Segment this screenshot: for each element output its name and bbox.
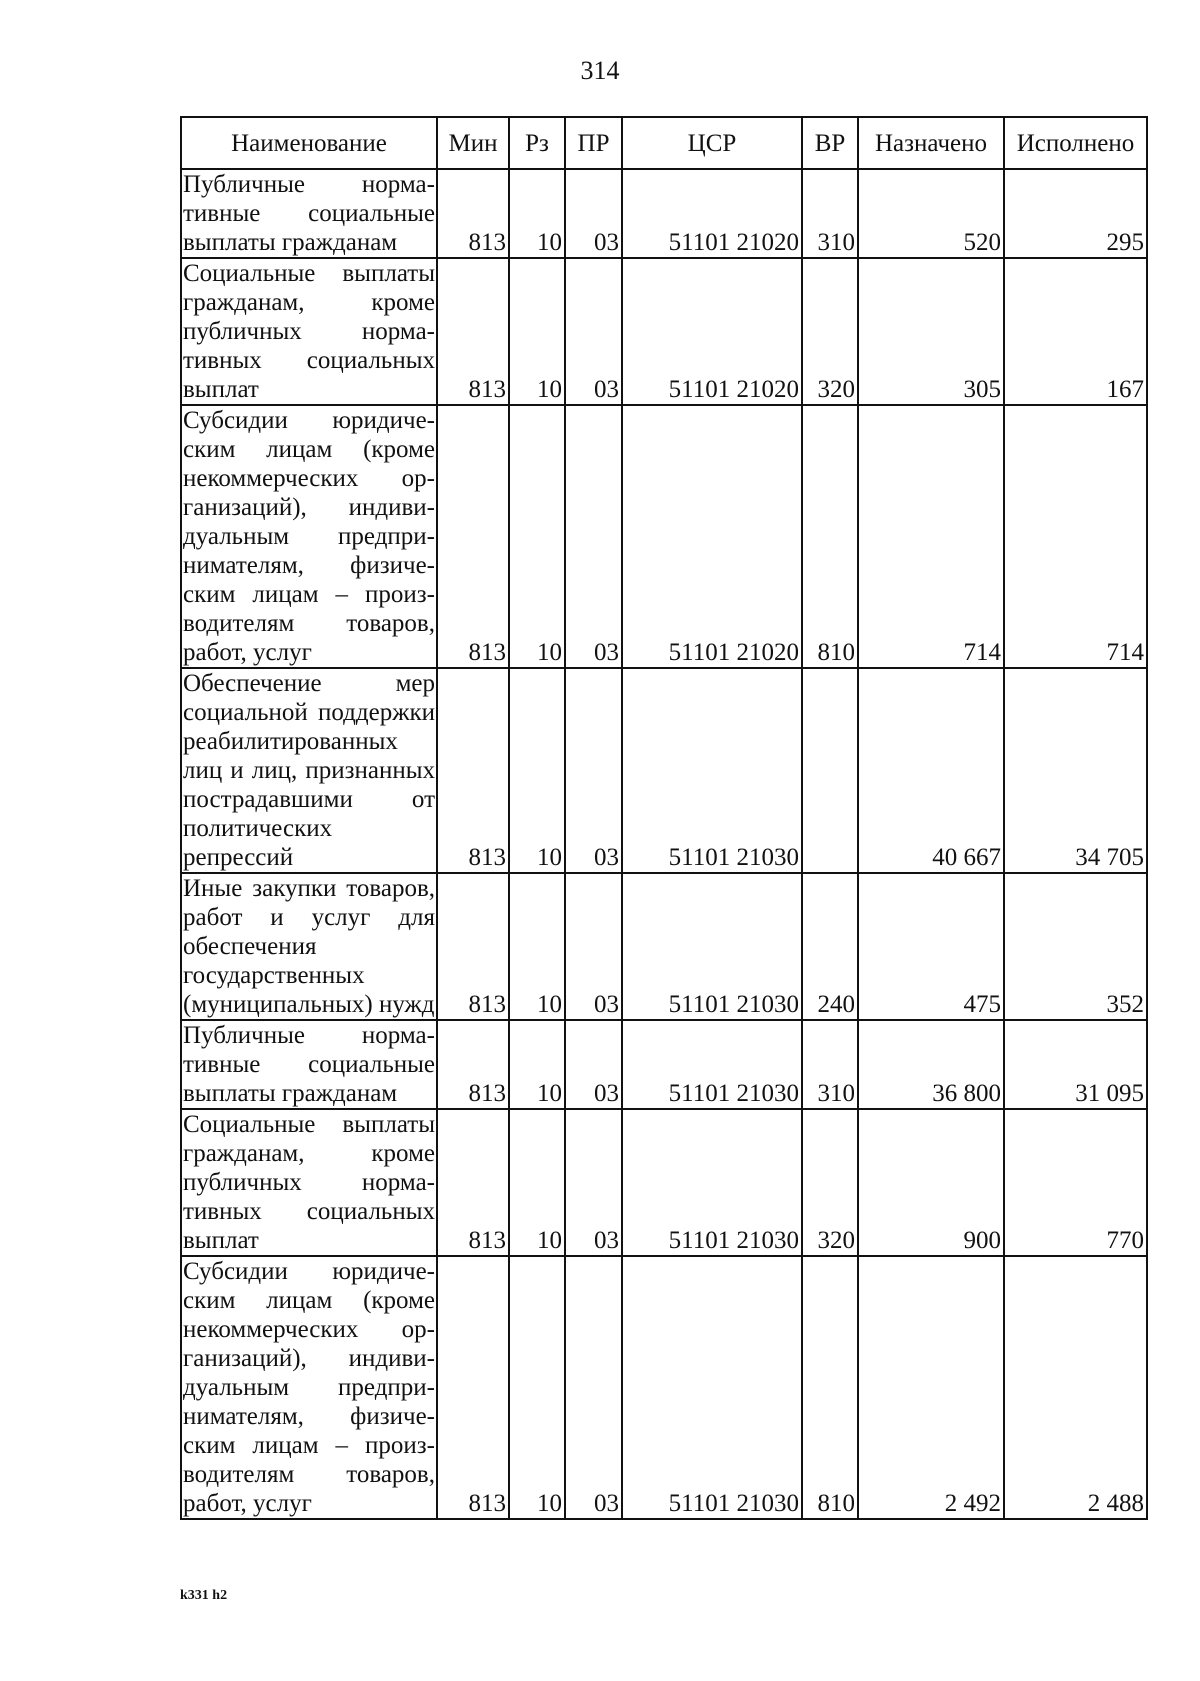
page-number: 314 (580, 56, 620, 85)
cell-executed: 770 (1004, 1109, 1147, 1256)
cell-vr: 810 (802, 405, 858, 668)
cell-csr: 51101 21020 (622, 405, 802, 668)
cell-assigned: 36 800 (858, 1020, 1004, 1109)
table-row (181, 405, 1147, 668)
cell-name: Субсидии юридическим лицам (кроме некоммерческих организаций), индивидуальным предпринимателям, физическим лицам – производителям товаров, работ, услуг (183, 1258, 435, 1517)
cell-name: Иные закупки товаров, работ и услуг для обеспечения государственных (муниципальных) нужд (183, 875, 435, 1018)
cell-executed: 2 488 (1004, 1256, 1147, 1519)
cell-executed: 352 (1004, 873, 1147, 1020)
cell-name: Публичные нормативные социальные выплаты гражданам (183, 171, 435, 256)
table-row (181, 668, 1147, 873)
cell-pr: 03 (565, 668, 622, 873)
cell-min: 813 (437, 405, 509, 668)
cell-pr: 03 (565, 1256, 622, 1519)
cell-csr: 51101 21030 (622, 668, 802, 873)
cell-vr: 310 (802, 169, 858, 258)
cell-rz: 10 (509, 1020, 565, 1109)
table-row (181, 169, 1147, 258)
header-assigned: Назначено (858, 117, 1004, 169)
budget-execution-table (180, 116, 1148, 1520)
cell-vr: 320 (802, 258, 858, 405)
cell-min: 813 (437, 668, 509, 873)
cell-assigned: 40 667 (858, 668, 1004, 873)
cell-csr: 51101 21030 (622, 1020, 802, 1109)
cell-rz: 10 (509, 668, 565, 873)
cell-min: 813 (437, 258, 509, 405)
cell-csr: 51101 21030 (622, 1109, 802, 1256)
document-code: k331 h2 (180, 1588, 228, 1603)
cell-assigned: 475 (858, 873, 1004, 1020)
cell-pr: 03 (565, 873, 622, 1020)
cell-pr: 03 (565, 1020, 622, 1109)
cell-pr: 03 (565, 1109, 622, 1256)
cell-executed: 31 095 (1004, 1020, 1147, 1109)
cell-rz: 10 (509, 1109, 565, 1256)
cell-assigned: 714 (858, 405, 1004, 668)
cell-pr: 03 (565, 169, 622, 258)
cell-csr: 51101 21030 (622, 1256, 802, 1519)
header-pr: ПР (565, 117, 622, 169)
cell-executed: 714 (1004, 405, 1147, 668)
cell-min: 813 (437, 1109, 509, 1256)
cell-pr: 03 (565, 405, 622, 668)
cell-min: 813 (437, 1256, 509, 1519)
table-row (181, 1109, 1147, 1256)
header-vr: ВР (802, 117, 858, 169)
cell-csr: 51101 21020 (622, 258, 802, 405)
cell-assigned: 2 492 (858, 1256, 1004, 1519)
cell-name: Обеспечение мер социальной поддержки реабилитированных лиц и лиц, признанных пострадавшими от политических репрессий (183, 670, 435, 871)
cell-assigned: 520 (858, 169, 1004, 258)
cell-csr: 51101 21030 (622, 873, 802, 1020)
cell-rz: 10 (509, 258, 565, 405)
cell-vr: 320 (802, 1109, 858, 1256)
table-row (181, 1020, 1147, 1109)
header-csr: ЦСР (622, 117, 802, 169)
cell-name: Социальные выплаты гражданам, кроме публичных нормативных социальных выплат (183, 260, 435, 403)
cell-min: 813 (437, 169, 509, 258)
cell-executed: 167 (1004, 258, 1147, 405)
table-header-row (181, 117, 1147, 169)
header-min: Мин (437, 117, 509, 169)
cell-executed: 34 705 (1004, 668, 1147, 873)
cell-name: Публичные нормативные социальные выплаты гражданам (183, 1022, 435, 1107)
cell-name: Субсидии юридическим лицам (кроме некоммерческих организаций), индивидуальным предпринимателям, физическим лицам – производителям товаров, работ, услуг (183, 407, 435, 666)
cell-vr: 240 (802, 873, 858, 1020)
table-row (181, 1256, 1147, 1519)
cell-name: Социальные выплаты гражданам, кроме публичных нормативных социальных выплат (183, 1111, 435, 1254)
cell-min: 813 (437, 873, 509, 1020)
table-row (181, 258, 1147, 405)
cell-assigned: 305 (858, 258, 1004, 405)
cell-vr: 810 (802, 1256, 858, 1519)
table-row (181, 873, 1147, 1020)
cell-csr: 51101 21020 (622, 169, 802, 258)
header-name: Наименование (181, 117, 437, 169)
header-rz: Рз (509, 117, 565, 169)
cell-min: 813 (437, 1020, 509, 1109)
cell-rz: 10 (509, 1256, 565, 1519)
header-executed: Исполнено (1004, 117, 1147, 169)
cell-pr: 03 (565, 258, 622, 405)
cell-assigned: 900 (858, 1109, 1004, 1256)
cell-rz: 10 (509, 405, 565, 668)
cell-rz: 10 (509, 169, 565, 258)
cell-vr: 310 (802, 1020, 858, 1109)
cell-vr (802, 668, 858, 873)
cell-rz: 10 (509, 873, 565, 1020)
cell-executed: 295 (1004, 169, 1147, 258)
